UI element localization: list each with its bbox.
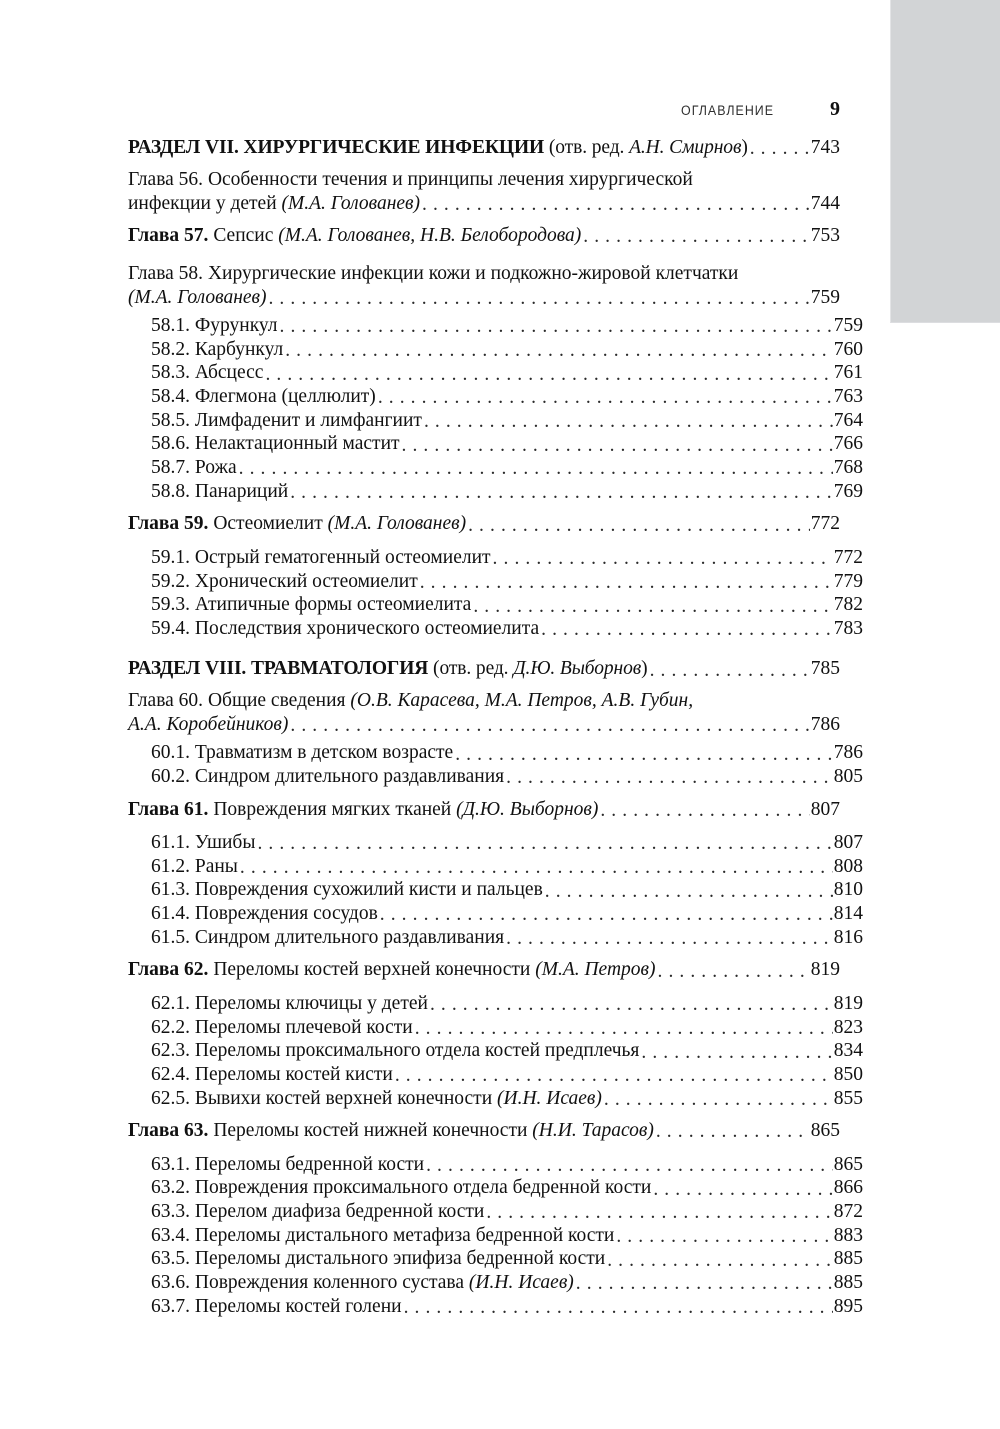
chapter-title: Глава 62. Переломы костей верхней конечности (М.А. Петров) [128, 959, 656, 981]
section-page-number: 782 [833, 594, 863, 616]
section-page-number: 855 [833, 1087, 863, 1109]
section-entry[interactable] [128, 1065, 863, 1085]
section-title: 62.2. Переломы плечевой кости [151, 1016, 413, 1038]
leader-dots [415, 1018, 833, 1038]
section-author: (И.Н. Исаев) [497, 1087, 602, 1109]
section-number: 61.1. [151, 832, 190, 854]
section-entry[interactable] [128, 1273, 863, 1293]
section-entry[interactable] [128, 458, 863, 478]
leader-dots [424, 411, 833, 431]
chapter-title-cont: инфекции у детей (М.А. Голованев) [128, 192, 420, 214]
section-entry[interactable] [128, 1018, 863, 1038]
leader-dots [604, 1089, 833, 1109]
section-page-number: 823 [833, 1016, 863, 1038]
section-title: 62.3. Переломы проксимального отдела костей предплечья [151, 1040, 640, 1062]
section-number: 58.1. [151, 315, 190, 336]
leader-dots [430, 994, 833, 1014]
section-page-number: 768 [833, 457, 863, 479]
chapter-author: (О.В. Карасева, М.А. Петров, А.В. Губин, [350, 689, 694, 711]
leader-dots [583, 226, 809, 246]
section-title: 63.5. Переломы дистального эпифиза бедренной кости [151, 1248, 606, 1270]
leader-dots [402, 434, 833, 454]
chapter-58 [128, 262, 863, 502]
section-title: 63.1. Переломы бедренной кости [151, 1153, 425, 1175]
section-number: 58.3. [151, 362, 190, 384]
leader-dots [290, 715, 809, 735]
section-title: 58.6. Нелактационный мастит [151, 433, 400, 455]
spacer [128, 638, 840, 659]
chapter-author: (М.А. Голованев) [281, 192, 420, 214]
chapter-heading-line-1: Глава 56. Особенности течения и принципы лечения хирургической [128, 168, 693, 190]
part-page-number: 785 [810, 658, 840, 680]
section-number: 61.2. [151, 855, 190, 877]
section-entry[interactable] [128, 1249, 863, 1269]
chapter-61 [128, 798, 863, 948]
section-title: 59.1. Острый гематогенный остеомиелит [151, 546, 491, 568]
section-title: 63.7. Переломы костей голени [151, 1295, 402, 1317]
section-page-number: 769 [833, 480, 863, 502]
section-title: 59.3. Атипичные формы остеомиелита [151, 594, 472, 616]
chapter-label: Глава 60. [128, 689, 204, 711]
section-title: 61.5. Синдром длительного раздавливания [151, 926, 505, 948]
section-number: 63.3. [151, 1200, 190, 1222]
section-page-number: 766 [833, 433, 863, 455]
section-entry[interactable] [128, 619, 863, 639]
section-title: 58.3. Абсцесс [151, 362, 264, 384]
section-number: 60.2. [151, 766, 190, 788]
section-entry[interactable] [128, 595, 863, 615]
part-page-number: 743 [810, 137, 840, 158]
leader-dots [650, 659, 810, 679]
chapter-page-number: 865 [810, 1120, 840, 1142]
section-page-number: 772 [833, 546, 863, 568]
section-entry[interactable] [128, 857, 863, 877]
part-title: РАЗДЕЛ VIII. ТРАВМАТОЛОГИЯ (отв. ред. Д.Ю. Выборнов) [128, 658, 648, 680]
section-page-number: 805 [833, 766, 863, 788]
leader-dots [426, 1155, 833, 1175]
section-number: 62.5. [151, 1087, 190, 1109]
section-entry[interactable] [128, 1089, 863, 1109]
leader-dots [420, 572, 833, 592]
section-author: (И.Н. Исаев) [468, 1272, 574, 1293]
leader-dots [280, 316, 833, 336]
section-number: 59.4. [151, 617, 190, 639]
section-title: 58.7. Рожа [151, 457, 237, 479]
chapter-label: Глава 61. [128, 798, 209, 820]
section-number: 63.5. [151, 1248, 190, 1270]
running-head [128, 98, 840, 120]
section-page-number: 810 [833, 879, 863, 901]
chapter-page-number: 759 [810, 286, 840, 308]
section-title: 61.2. Раны [151, 855, 238, 877]
section-entry[interactable] [128, 1297, 863, 1317]
section-title: 60.2. Синдром длительного раздавливания [151, 766, 505, 788]
chapter-label: Глава 62. [128, 959, 209, 981]
chapter-heading[interactable] [128, 800, 840, 820]
chapter-author: (М.А. Петров) [535, 959, 656, 981]
leader-dots [486, 1202, 832, 1222]
section-entry[interactable] [128, 880, 863, 900]
chapter-heading[interactable] [128, 226, 840, 246]
leader-dots [422, 194, 810, 214]
section-title: 58.8. Панариций [151, 480, 289, 502]
section-page-number: 759 [833, 315, 863, 336]
section-entry[interactable] [128, 548, 863, 568]
section-number: 61.5. [151, 926, 190, 948]
section-entry[interactable] [128, 1155, 863, 1175]
leader-dots [607, 1249, 833, 1269]
section-entry[interactable] [128, 1178, 863, 1198]
section-number: 62.1. [151, 992, 190, 1014]
section-page-number: 761 [833, 362, 863, 384]
section-entry[interactable] [128, 1226, 863, 1246]
section-page-number: 895 [833, 1295, 863, 1317]
section-page-number: 866 [833, 1177, 863, 1199]
section-title: 61.1. Ушибы [151, 832, 256, 854]
section-title: 63.2. Повреждения проксимального отдела бедренной кости [151, 1177, 652, 1199]
section-page-number: 808 [833, 855, 863, 877]
leader-dots [239, 458, 833, 478]
chapter-heading[interactable] [128, 960, 840, 980]
part-7[interactable] [128, 138, 840, 158]
section-entry[interactable] [128, 1202, 863, 1222]
part-editor: (отв. ред. Д.Ю. Выборнов) [433, 658, 648, 680]
section-page-number: 807 [833, 832, 863, 854]
section-number: 58.6. [151, 433, 190, 455]
part-title: РАЗДЕЛ VII. ХИРУРГИЧЕСКИЕ ИНФЕКЦИИ (отв. ред. А.Н. Смирнов) [128, 137, 748, 158]
leader-dots [473, 595, 832, 615]
spacer [128, 251, 840, 264]
section-entry[interactable] [128, 572, 863, 592]
section-entry[interactable] [128, 340, 863, 360]
chapter-62 [128, 959, 863, 1109]
leader-dots [750, 138, 810, 158]
section-entry[interactable] [128, 994, 863, 1014]
section-number: 59.1. [151, 546, 190, 568]
chapter-57 [128, 226, 840, 246]
part-8[interactable] [128, 659, 840, 679]
chapter-63 [128, 1120, 863, 1317]
section-title: 58.1. Фурункул [151, 315, 278, 336]
section-title: 62.5. Вывихи костей верхней конечности (И.Н. Исаев) [151, 1087, 602, 1109]
section-title: 59.2. Хронический остеомиелит [151, 570, 418, 592]
leader-dots [641, 1041, 832, 1061]
section-title: 59.4. Последствия хронического остеомиелита [151, 617, 540, 639]
section-number: 61.3. [151, 879, 190, 901]
chapter-label: Глава 57. [128, 225, 209, 246]
chapter-page-number: 819 [810, 959, 840, 981]
section-page-number: 883 [833, 1224, 863, 1246]
section-page-number: 885 [833, 1248, 863, 1270]
section-entry[interactable] [128, 387, 863, 407]
chapter-heading-line-1: Глава 60. Общие сведения (О.В. Карасева, М.А. Петров, А.В. Губин, [128, 689, 694, 711]
leader-dots [404, 1297, 833, 1317]
page-folio: 9 [830, 98, 840, 120]
section-page-number: 885 [833, 1272, 863, 1293]
section-title: 63.3. Перелом диафиза бедренной кости [151, 1200, 485, 1222]
section-entry[interactable] [128, 1041, 863, 1061]
leader-dots [541, 619, 833, 639]
section-title: 62.4. Переломы костей кисти [151, 1063, 393, 1085]
chapter-title: Глава 61. Повреждения мягких тканей (Д.Ю. Выборнов) [128, 798, 599, 820]
part-editor: (отв. ред. А.Н. Смирнов) [548, 137, 748, 158]
leader-dots [290, 482, 833, 502]
leader-dots [257, 833, 832, 853]
chapter-author: (М.А. Голованев, Н.В. Белобородова) [278, 225, 582, 246]
chapter-59 [128, 513, 863, 639]
section-page-number: 872 [833, 1200, 863, 1222]
section-page-number: 850 [833, 1063, 863, 1085]
chapter-page-number: 807 [810, 798, 840, 820]
leader-dots [378, 387, 833, 407]
leader-dots [616, 1226, 832, 1246]
leader-dots [240, 857, 833, 877]
section-page-number: 760 [833, 338, 863, 360]
leader-dots [506, 928, 833, 948]
leader-dots [658, 960, 810, 980]
page-edge-band [890, 0, 1000, 323]
section-title: 58.2. Карбункул [151, 338, 284, 360]
running-head-title: ОГЛАВЛЕНИЕ [680, 103, 774, 118]
chapter-label: Глава 58. [128, 262, 204, 284]
section-number: 63.4. [151, 1224, 190, 1246]
chapter-author-cont: А.А. Коробейников) [128, 713, 289, 735]
section-number: 58.5. [151, 409, 190, 431]
section-number: 63.6. [151, 1272, 190, 1293]
chapter-page-number: 753 [810, 225, 840, 246]
chapter-page-number: 744 [810, 192, 840, 214]
chapter-author: (М.А. Голованев) [128, 286, 267, 308]
leader-dots [395, 1065, 833, 1085]
leader-dots [576, 1273, 833, 1293]
chapter-label: Глава 63. [128, 1120, 209, 1142]
section-number: 62.4. [151, 1063, 190, 1085]
leader-dots [493, 548, 833, 568]
chapter-author: (Д.Ю. Выборнов) [456, 798, 599, 820]
chapter-title: Глава 59. Остеомиелит (М.А. Голованев) [128, 513, 467, 535]
section-number: 61.4. [151, 903, 190, 925]
leader-dots [285, 340, 833, 360]
section-entry[interactable] [128, 363, 863, 383]
section-entry[interactable] [128, 833, 863, 853]
chapter-heading-line-2[interactable] [128, 715, 840, 735]
chapter-heading-line-2[interactable] [128, 194, 840, 214]
section-number: 58.2. [151, 338, 190, 360]
leader-dots [265, 363, 832, 383]
section-entry[interactable] [128, 904, 863, 924]
chapter-page-number: 786 [810, 713, 840, 735]
chapter-heading-line-2[interactable] [128, 288, 840, 308]
section-number: 59.2. [151, 570, 190, 592]
section-number: 63.2. [151, 1177, 190, 1199]
section-title: 62.1. Переломы ключицы у детей [151, 992, 428, 1014]
section-number: 58.7. [151, 457, 190, 479]
chapter-56 [128, 170, 840, 214]
section-number: 58.8. [151, 480, 190, 502]
chapter-label: Глава 59. [128, 513, 209, 535]
section-page-number: 814 [833, 903, 863, 925]
section-page-number: 816 [833, 926, 863, 948]
section-title: 60.1. Травматизм в детском возрасте [151, 742, 454, 764]
section-number: 62.2. [151, 1016, 190, 1038]
chapter-60 [128, 689, 863, 788]
section-page-number: 865 [833, 1153, 863, 1175]
chapter-heading-line-1: Глава 58. Хирургические инфекции кожи и подкожно-жировой клетчатки [128, 262, 739, 284]
section-title: 58.4. Флегмона (целлюлит) [151, 386, 376, 408]
leader-dots [653, 1178, 832, 1198]
section-page-number: 764 [833, 409, 863, 431]
section-entry[interactable] [128, 767, 863, 787]
section-entry[interactable] [128, 482, 863, 502]
leader-dots [600, 800, 809, 820]
section-page-number: 779 [833, 570, 863, 592]
section-number: 60.1. [151, 742, 190, 764]
section-entry[interactable] [128, 316, 863, 336]
chapter-title: Глава 57. Сепсис (М.А. Голованев, Н.В. Белобородова) [128, 225, 582, 246]
section-number: 58.4. [151, 386, 190, 408]
leader-dots [455, 743, 833, 763]
leader-dots [268, 288, 809, 308]
section-entry[interactable] [128, 928, 863, 948]
section-number: 63.1. [151, 1153, 190, 1175]
leader-dots [380, 904, 833, 924]
section-entry[interactable] [128, 411, 863, 431]
section-entry[interactable] [128, 434, 863, 454]
leader-dots [656, 1121, 810, 1141]
chapter-author: (Н.И. Тарасов) [532, 1120, 654, 1142]
section-title: 61.3. Повреждения сухожилий кисти и пальцев [151, 879, 543, 901]
chapter-heading[interactable] [128, 514, 840, 534]
section-title: 63.4. Переломы дистального метафиза бедренной кости [151, 1224, 615, 1246]
section-page-number: 786 [833, 742, 863, 764]
chapter-label: Глава 56. [128, 168, 204, 190]
section-number: 63.7. [151, 1295, 190, 1317]
leader-dots [506, 767, 833, 787]
chapter-page-number: 772 [810, 513, 840, 535]
chapter-author: (М.А. Голованев) [327, 513, 467, 535]
section-page-number: 763 [833, 386, 863, 408]
section-page-number: 819 [833, 992, 863, 1014]
section-number: 62.3. [151, 1040, 190, 1062]
chapter-heading[interactable] [128, 1121, 840, 1141]
section-title: 63.6. Повреждения коленного сустава (И.Н. Исаев) [151, 1272, 574, 1293]
section-title: 61.4. Повреждения сосудов [151, 903, 378, 925]
table-of-contents [128, 137, 863, 1317]
leader-dots [545, 880, 833, 900]
section-entry[interactable] [128, 743, 863, 763]
section-number: 59.3. [151, 594, 190, 616]
leader-dots [468, 514, 810, 534]
chapter-title: Глава 63. Переломы костей нижней конечности (Н.И. Тарасов) [128, 1120, 654, 1142]
section-page-number: 783 [833, 617, 863, 639]
section-title: 58.5. Лимфаденит и лимфангиит [151, 409, 422, 431]
section-page-number: 834 [833, 1040, 863, 1062]
